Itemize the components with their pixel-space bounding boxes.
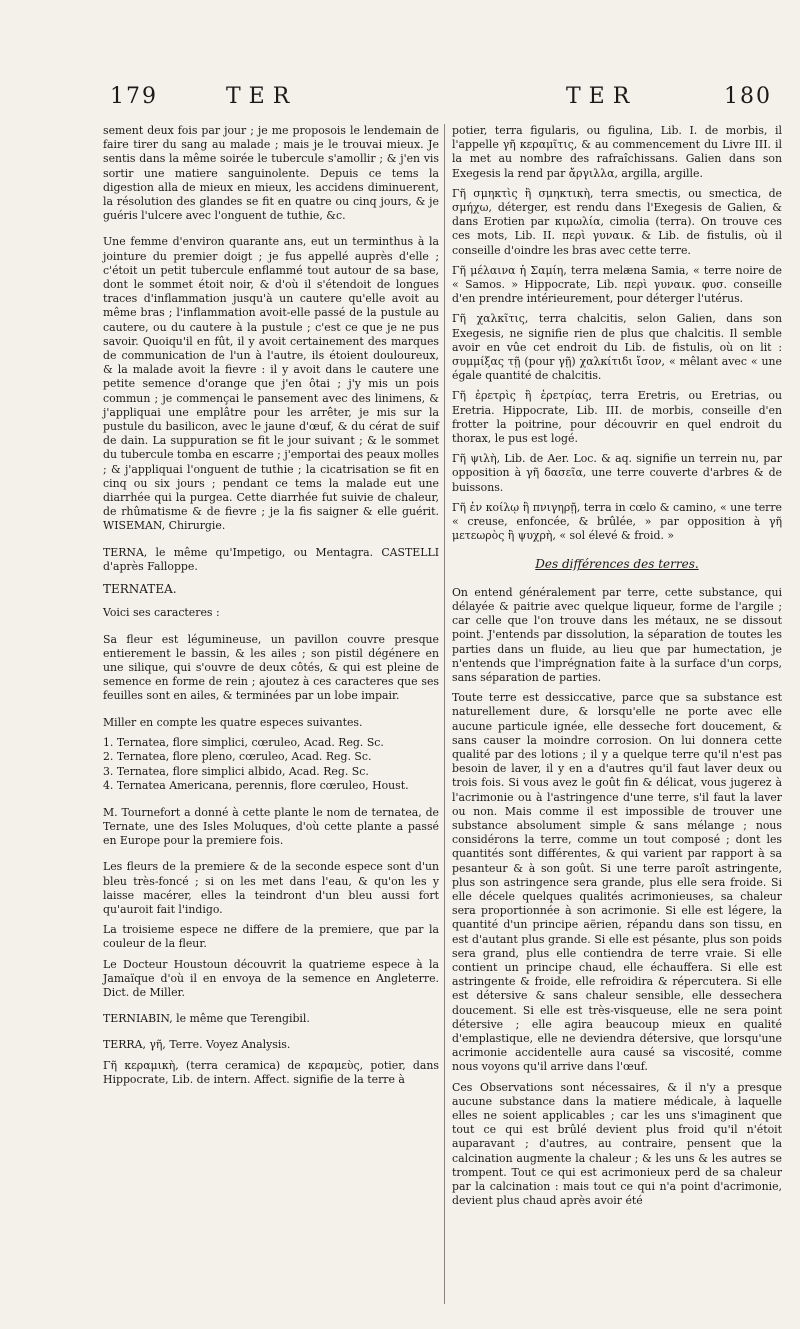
right-column: [452, 124, 782, 1214]
paragraph: On entend généralement par terre, cette substance, qui délayée & paitrie avec quelque liqueur, forme de l'argile ; car celle que l'on trouve dans les métaux, ne se dissout point. J'entends par dissolution, la séparation de toutes les parties dans un fluide, au lieu que par humectation, je n'entends que l'imprégnation faite à la surface d'un corps, sans séparation de parties.: [452, 585, 782, 684]
paragraph: Les fleurs de la premiere & de la seconde espece sont d'un bleu très-foncé ; si on les met dans l'eau, & qu'on les y laisse macérer, elles la teindront d'un bleu aussi fort qu'auroit fait l'indigo.: [103, 860, 439, 916]
section-heading: Des différences des terres.: [535, 557, 699, 572]
paragraph: Γῆ σμηκτὶς ἢ σμηκτικὴ, terra smectis, ou smectica, de σμήχω, déterger, est rendu dans l'Exegesis de Galien, & dans Erotien par κιμωλία, cimolia (terra). On trouve ces ces mots, Lib. II. περὶ γυναικ. & Lib. de fistulis, où il conseille d'oindre les bras avec cette terre.: [452, 186, 782, 257]
paragraph: Miller en compte les quatre especes suivantes.: [103, 715, 363, 729]
entry-terniabin: TERNIABIN, le même que Terengibil.: [103, 1012, 310, 1026]
column-divider: [444, 124, 445, 1304]
paragraph: Γῆ μέλαινα ἡ Σαμίη, terra melæna Samia, « terre noire de « Samos. » Hippocrate, Lib. περὶ γυναικ. φυσ. conseille d'en prendre intérieurement, pour déterger l'utérus.: [452, 263, 782, 306]
paragraph: Le Docteur Houstoun découvrit la quatrieme espece à la Jamaïque d'où il en envoya de la semence en Angleterre. Dict. de Miller.: [103, 957, 439, 999]
entry-ternatea: TERNATEA.: [103, 582, 177, 597]
paragraph: Voici ses caracteres :: [103, 606, 220, 620]
paragraph: Ces Observations sont nécessaires, & il n'y a presque aucune substance dans la matiere médicale, à laquelle elles ne soient applicables ; car les uns s'imaginent que tout ce qui est brûlé devient plus froid qu'il n'étoit auparavant ; d'autres, au contraire, pensent que la calcination augmente la chaleur ; & les uns & les autres se trompent. Tout ce qui est acrimonieux perd de sa chaleur par la calcination : mais tout ce qui n'a point d'acrimonie, devient plus chaud après avoir été: [452, 1080, 782, 1208]
right-catchword: TER: [566, 84, 638, 109]
list-item: 1. Ternatea, flore simplici, cœruleo, Acad. Reg. Sc.: [103, 735, 384, 749]
left-catchword: TER: [226, 84, 298, 109]
left-page-number: 179: [110, 84, 158, 109]
list-item: 2. Ternatea, flore pleno, cœruleo, Acad. Reg. Sc.: [103, 750, 372, 764]
paragraph: M. Tournefort a donné à cette plante le nom de ternatea, de Ternate, une des Isles Moluques, d'où cette plante a passé en Europe pour la premiere fois.: [103, 805, 439, 848]
species-list: [103, 736, 439, 794]
paragraph: Toute terre est dessiccative, parce que sa substance est naturellement dure, & lorsqu'elle ne porte avec elle aucune particule ignée, elle desseche fort doucement, & sans causer la moindre corrosion. On lui donnera cette qualité par des lotions ; il y a quelque terre qu'il n'est pas besoin de laver, il y en a d'autres qu'il faut laver deux ou trois fois. Si vous avez le goût fin & délicat, vous jugerez à l'acrimonie ou à l'astringence d'une terre, s'il faut la laver ou non. Mais comme il est impossible de trouver une substance absolument simple & sans mélange ; nous considérons la terre, comme un tout composé ; dont les quantités sont différentes, & qui varient par rapport à sa pesanteur & à son goût. Si une terre paroît astringente, plus son astringence sera grande, plus elle sera froide. Si elle décele quelques qualités acrimonieuses, sa chaleur sera proportionnée à son acrimonie. Si elle est légere, la quantité d'un principe aërien, répandu dans son tissu, en est d'autant plus grande. Si elle est pésante, plus son poids sera grand, plus elle contiendra de terre vraie. Si elle contient un principe chaud, elle échauffera. Si elle est astringente & froide, elle refroidira & répercutera. Si elle est détersive & sans chaleur sensible, elle dessechera doucement. Si elle est très-visqueuse, elle ne sera point détersive ; elle agira beaucoup mieux en qualité d'emplastique, elle ne deviendra détersive, que lorsqu'une acrimonie accidentelle aura causé sa viscosité, comme nous voyons qu'il arrive dans l'œuf.: [452, 691, 782, 1074]
running-header: [0, 84, 800, 124]
list-item: 3. Ternatea, flore simplici albido, Acad. Reg. Sc.: [103, 764, 369, 778]
paragraph: Γῆ ψιλὴ, Lib. de Aer. Loc. & aq. signifie un terrein nu, par opposition à γῆ δασεῖα, une terre couverte d'arbres & de buissons.: [452, 452, 782, 494]
paragraph: Γῆ ἐν κοίλῳ ἢ πνιγηρῇ, terra in cœlo & camino, « une terre « creuse, enfoncée, & brûlée, » par opposition à γῆ μετεωρὸς ἢ ψυχρὴ, « sol élevé & froid. »: [452, 500, 782, 543]
paragraph: La troisieme espece ne differe de la premiere, que par la couleur de la fleur.: [103, 923, 439, 951]
paragraph: Sa fleur est légumineuse, un pavillon couvre presque entierement le bassin, & les ailes ; son pistil dégénere en une silique, qui s'ouvre de deux côtés, & qui est pleine de semence en forme de rein ; ajoutez à ces caracteres que ses feuilles sont en ailes, & terminées par un lobe impair.: [103, 632, 439, 703]
left-column: [103, 124, 439, 1093]
right-page-number: 180: [724, 84, 772, 109]
paragraph: potier, terra figularis, ou figulina, Lib. I. de morbis, il l'appelle γῆ κεραμῖτις, & au commencement du Livre III. il la met au nombre des rafraîchissans. Galien dans son Exegesis la rend par ἄργιλλα, argilla, argille.: [452, 124, 782, 180]
paragraph: sement deux fois par jour ; je me proposois le lendemain de faire tirer du sang au malade ; mais je le trouvai mieux. Je sentis dans la même soirée le tubercule s'amollir ; & j'en vis sortir une matiere sanguinolente. Depuis ce tems la digestion alla de mieux en mieux, les accidens diminuerent, la résolution des glandes se fit en quatre ou cinq jours, & je guéris l'ulcere avec l'onguent de tuthie, &c.: [103, 124, 439, 223]
entry-terra: TERRA, γῆ, Terre. Voyez Analysis.: [103, 1038, 291, 1052]
paragraph: Une femme d'environ quarante ans, eut un terminthus à la jointure du premier doigt ; je fus appellé auprès d'elle ; c'étoit un petit tubercule enflammé tout autour de sa base, dont le sommet étoit noir, & d'où il s'étendoit de longues traces d'inflammation jusqu'à un cautere qu'elle avoit au même bras ; l'inflammation avoit-elle passé de la pustule au cautere, ou du cautere à la pustule ; c'est ce que je ne pus savoir. Quoiqu'il en fût, il y avoit certainement des marques de communication de l'un à l'autre, ils étoient douloureux, & la malade avoit la fievre : il y avoit dans le cautere une petite semence d'orange que j'en ôtai ; j'y mis un pois commun ; je commençai le pansement avec des linimens, & j'appliquai une emplâtre pour les arrêter, je mis sur la pustule du basilicon, avec le jaune d'œuf, & du cérat de suif de dain. La suppuration se fit le jour suivant ; & le sommet du tubercule tomba en escarre ; j'emportai des peaux molles ; & j'appliquai l'onguent de tuthie ; la cicatrisation se fit en cinq ou six jours ; pendant ce tems la malade eut une diarrhée qui la purgea. Cette diarrhée fut suivie de chaleur, de rhûmatisme & de fievre ; je la fis saigner & elle guérit. WISEMAN, Chirurgie.: [103, 235, 439, 533]
paragraph: Γῆ χαλκῖτις, terra chalcitis, selon Galien, dans son Exegesis, ne signifie rien de plus que chalcitis. Il semble avoir en vûe cet endroit du Lib. de fistulis, où on lit : συμμίξας τῇ (pour γῇ) χαλκίτιδι ἴσον, « mêlant avec « une égale quantité de chalcitis.: [452, 312, 782, 383]
entry-terna: TERNA, le même qu'Impetigo, ou Mentagra. CASTELLI d'après Falloppe.: [103, 545, 439, 573]
paragraph: Γῆ κεραμικὴ, (terra ceramica) de κεραμεὺς, potier, dans Hippocrate, Lib. de intern. Affect. signifie de la terre à: [103, 1058, 439, 1086]
list-item: 4. Ternatea Americana, perennis, flore cœruleo, Houst.: [103, 779, 409, 793]
paragraph: Γῆ ἐρετρὶς ἢ ἐρετρίας, terra Eretris, ou Eretrias, ou Eretria. Hippocrate, Lib. III. de morbis, conseille d'en frotter la poitrine, pour découvrir en quel endroit du thorax, le pus est logé.: [452, 389, 782, 446]
